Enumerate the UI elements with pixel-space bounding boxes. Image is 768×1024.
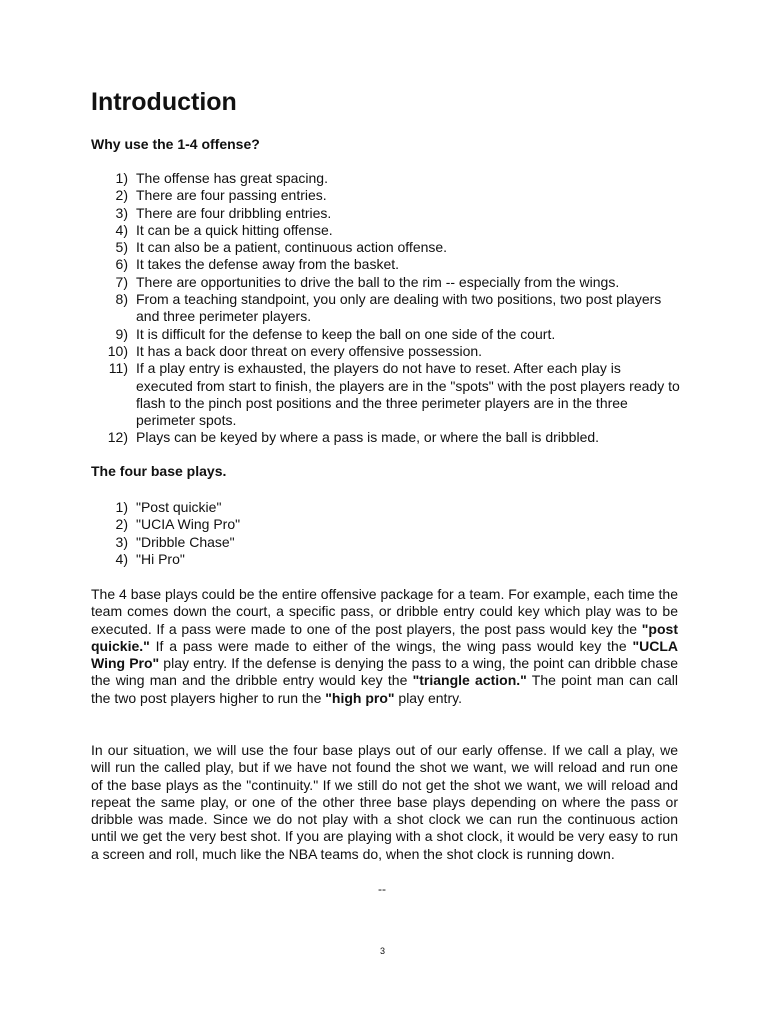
page-number: 3 bbox=[380, 946, 386, 956]
item-text: "Hi Pro" bbox=[136, 550, 185, 567]
item-text: There are four passing entries. bbox=[136, 187, 327, 204]
item-number: 3) bbox=[115, 533, 128, 550]
item-number: 12) bbox=[107, 429, 128, 446]
list-item bbox=[91, 222, 681, 239]
item-number: 4) bbox=[115, 550, 128, 567]
item-text: "UCIA Wing Pro" bbox=[136, 516, 241, 533]
list-item bbox=[91, 187, 681, 204]
list-item bbox=[91, 516, 681, 533]
item-text: From a teaching standpoint, you only are dealing with two positions, two post players and three perimeter players. bbox=[136, 291, 662, 325]
item-number: 9) bbox=[115, 325, 128, 342]
list-item bbox=[91, 551, 681, 568]
list-item bbox=[91, 274, 681, 291]
item-text: There are four dribbling entries. bbox=[136, 204, 332, 221]
item-number: 1) bbox=[115, 170, 128, 186]
text-run: If a pass were made to either of the wings, the wing pass would key the bbox=[149, 637, 633, 654]
item-text: "Dribble Chase" bbox=[136, 533, 235, 550]
item-text: Plays can be keyed by where a pass is made, or where the ball is dribbled. bbox=[136, 429, 600, 446]
item-number: 4) bbox=[115, 221, 128, 238]
text-run: The 4 base plays could be the entire offensive package for a team. For example, each time the team comes down the court, a specific pass, or dribble entry could key which play was to be executed. If a pass were made to one of the post players, the post pass would key the bbox=[91, 586, 678, 637]
section-heading-why: Why use the 1-4 offense? bbox=[91, 136, 260, 152]
separator-dashes: -- bbox=[378, 882, 386, 896]
list-item bbox=[91, 256, 681, 273]
text-run: The point man can call the two post players higher to run the bbox=[91, 672, 678, 706]
list-item bbox=[91, 360, 681, 429]
bold-run: "triangle action." bbox=[412, 672, 527, 689]
item-text: If a play entry is exhausted, the players do not have to reset. After each play is executed from start to finish, the players are in the "spots" with the post players ready to flash to the pinch post positions and the three perimeter players are in the three perimeter spots. bbox=[136, 360, 680, 429]
item-number: 2) bbox=[115, 187, 128, 204]
item-text: It is difficult for the defense to keep the ball on one side of the court. bbox=[136, 325, 556, 342]
item-text: It can also be a patient, continuous action offense. bbox=[136, 239, 448, 256]
item-number: 5) bbox=[115, 239, 128, 256]
item-text: The offense has great spacing. bbox=[136, 170, 328, 186]
base-plays-list bbox=[91, 499, 681, 568]
list-item bbox=[91, 205, 681, 222]
text-run: play entry. bbox=[394, 689, 462, 706]
section-heading-base-plays: The four base plays. bbox=[91, 463, 227, 479]
item-number: 3) bbox=[115, 204, 128, 221]
item-text: There are opportunities to drive the ball to the rim -- especially from the wings. bbox=[136, 273, 620, 290]
item-number: 7) bbox=[115, 273, 128, 290]
item-text: It takes the defense away from the basket. bbox=[136, 256, 400, 273]
list-item bbox=[91, 170, 681, 187]
item-number: 1) bbox=[115, 499, 128, 515]
paragraph-our-situation: In our situation, we will use the four base plays out of our early offense. If we call a play, we will run the called play, but if we have not found the shot we want, we will reload and run one of the base plays as the "continuity." If we still do not get the shot we want, we will reload and repeat the same play, or one of the other three base plays depending on where the pass or dribble was made. Since we do not play with a shot clock we can run the continuous action until we get the very best shot. If you are playing with a shot clock, it would be very easy to run a screen and roll, much like the NBA teams do, when the shot clock is running down. bbox=[91, 742, 678, 862]
item-number: 10) bbox=[107, 342, 128, 359]
item-text: It has a back door threat on every offensive possession. bbox=[136, 342, 483, 359]
reasons-list bbox=[91, 170, 681, 447]
list-item bbox=[91, 291, 681, 326]
list-item bbox=[91, 499, 681, 516]
item-text: It can be a quick hitting offense. bbox=[136, 221, 333, 238]
item-text: "Post quickie" bbox=[136, 499, 222, 515]
item-number: 11) bbox=[108, 360, 128, 377]
item-number: 6) bbox=[115, 256, 128, 273]
item-number: 2) bbox=[115, 516, 128, 533]
page-title: Introduction bbox=[91, 88, 237, 116]
text-run: play entry. If the defense is denying the pass to a wing, the point can dribble chase the wing man and the dribble entry would key the bbox=[91, 655, 679, 689]
list-item bbox=[91, 429, 681, 446]
bold-run: "UCLA Wing Pro" bbox=[91, 637, 678, 672]
bold-run: "post quickie." bbox=[91, 620, 678, 654]
list-item bbox=[91, 534, 681, 551]
bold-run: "high pro" bbox=[325, 689, 395, 706]
list-item bbox=[91, 326, 681, 343]
list-item bbox=[91, 343, 681, 360]
paragraph-base-plays bbox=[91, 586, 678, 707]
list-item bbox=[91, 239, 681, 256]
item-number: 8) bbox=[115, 291, 128, 308]
